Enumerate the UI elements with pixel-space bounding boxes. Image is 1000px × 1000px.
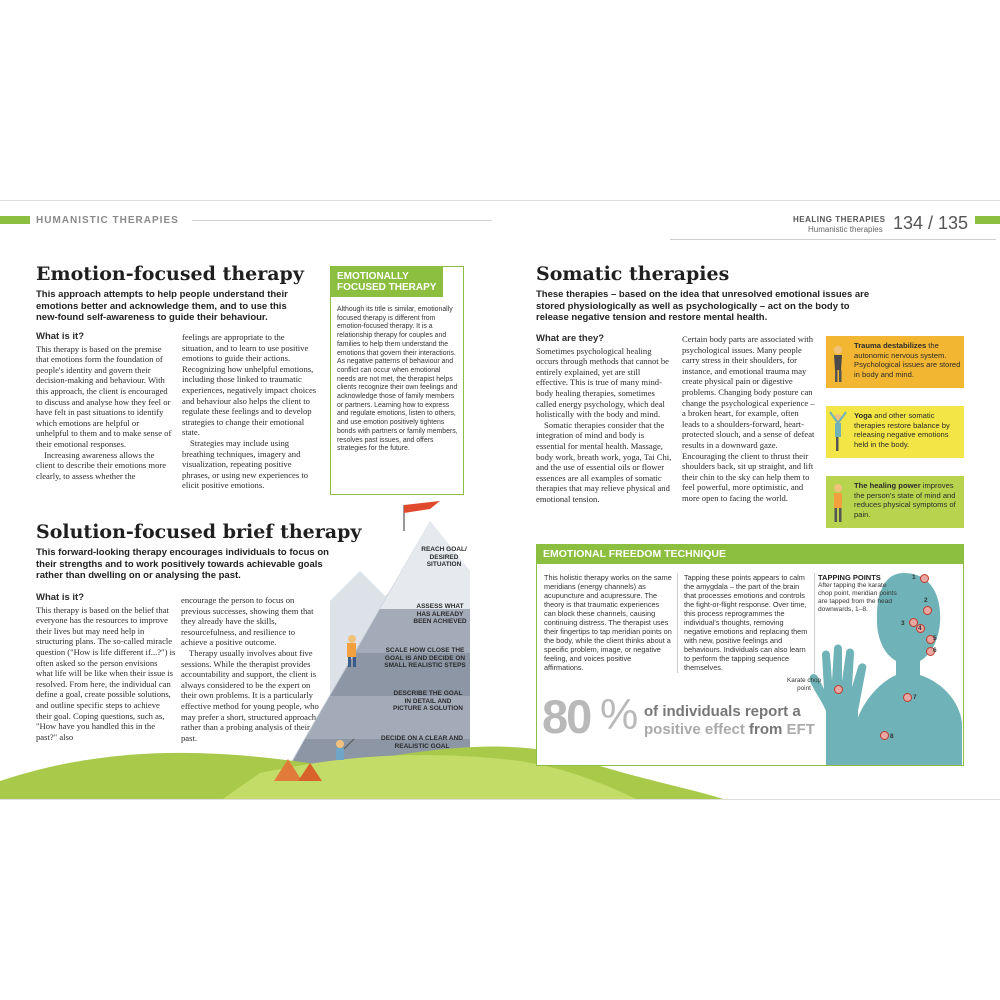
yoga-pose-icon [826,406,850,458]
callout-healing [826,476,964,528]
emotion-focused-column-2 [182,332,318,491]
tapping-points-title: TAPPING POINTS [818,573,881,582]
karate-chop-marker [834,685,843,694]
emotionally-focused-box-text: Although its title is similar, emotionally focused therapy is different from emotion-focused therapy. It is a relationship therapy for couples and families to help them understand the emotions that govern their interactions. As negative patterns of behaviour and conflict can occur when emotional needs are not met, the therapist helps clients recognize their own feelings and acknowledge those of family members or partners. Learning how to express and regulate emotions, listen to others, and use emotion positively tightens bonds with partners or family members, resolves past issues, and offers strategies for the future. [337,306,458,453]
tapping-points-text: After tapping the karate chop point, meridian points are tapped from the head downwards, 1–8. [818,582,897,613]
tapping-point-number: 5 [933,635,937,642]
climber-leg [348,657,351,667]
tapping-point-marker [923,606,932,615]
raised-hand [810,645,867,766]
solution-focused-intro: This forward-looking therapy encourages individuals to focus on their strengths and to work positively towards achievable goals rather than dwelling on or analysing the past. [36,547,329,581]
eft-column-1: This holistic therapy works on the same meridians (energy channels) as acupuncture and acupressure. The theory is that traumatic experiences can block these channels, causing continuing distress. The therapist uses their fingertips to tap meridian points on the body, while the client thinks about a specific problem, image, or negative feeling, and voices positive affirmations. [544,573,672,672]
upright-figure-icon [826,476,850,528]
emotion-col2-para-2: Strategies may include using breathing techniques, imagery and visualization, repeating positive phrases, or using new experiences to elicit positive emotions. [182,437,309,491]
somatic-col2-para-1: Certain body parts are associated with psychological issues. Many people carry stress in their shoulders, for instance, and emotional trauma may create physical pain or digestive problems. Changing body posture can change the psychological experience – a broken heart, for example, often leads to a shoulders-forward, heart-protected slouch, and a sense of defeat results in a downward gaze. Encouraging the client to thrust their shoulders back, sit up straight, and lift their chin to the sky can help them to feel powerful, more optimistic, and more open to facing the world. [682,334,815,503]
header-rule-right [670,239,996,240]
running-subhead-right: Humanistic therapies [808,225,883,234]
tapping-point-number: 4 [918,625,922,632]
callout-yoga-text: Yoga and other somatic therapies restore balance by releasing negative emotions held in the body. [854,411,950,449]
solution-focused-subhead: What is it? [36,592,85,603]
callout-healing-text: The healing power improves the person's state of mind and reduces physical symptoms of pain. [854,481,956,519]
slumped-figure-icon [826,336,850,388]
mountain-step-2: DESCRIBE THE GOAL IN DETAIL AND PICTURE A SOLUTION [393,690,463,713]
solution-col2-para-2: Therapy usually involves about five sessions. While the therapist provides accountability and support, the client is always considered to be the expert on their own problems. It is a particularly effective method for young people, who may prefer a short, structured approach rather than a probing analysis of their past. [181,647,319,743]
tapping-point-number: 7 [913,694,917,701]
callout-trauma [826,336,964,388]
solution-focused-title: Solution-focused brief therapy [36,521,362,543]
callout-yoga [826,406,964,458]
solution-col2-para-1: encourage the person to focus on previous successes, showing them that they already have the skills, resourcefulness, and resilience to achieve a positive outcome. [181,595,314,648]
emotion-col1-para-2: Increasing awareness allows the client to describe their emotions more clearly, to assess whether the [36,449,167,481]
eft-column-divider [677,573,678,673]
hiker-head [336,740,344,748]
eft-column-2: Tapping these points appears to calm the amygdala – the part of the brain that processes emotions and controls the fight-or-flight response. Over time, this process reprogrammes the individual's thoughts, removing negative emotions and replacing them with new, positive feelings and behaviours. Individuals can also learn to perform the tapping sequence themselves. [684,573,808,672]
emotion-focused-column-1 [36,332,172,481]
emotion-focused-intro: This approach attempts to help people understand their emotions better and acknowledge them, and to use this new-found self-awareness to guide their behaviour. [36,289,288,323]
tapping-point-number: 8 [890,733,894,740]
running-head-right: HEALING THERAPIES [793,215,886,224]
somatic-intro: These therapies – based on the idea that unresolved emotional issues are stored physiologically as well as psychologically – act on the body to release negative tension and restore mental health. [536,289,870,323]
header-accent-bar-left [0,216,30,224]
climber-head [348,635,356,643]
somatic-column-2 [682,334,818,504]
somatic-col1-para-2: Somatic therapies consider that the integration of mind and body is essential for mental health. Massage, body work, breath work, yoga, Tai Chi, and the use of essential oils or flower essences are all examples of somatic therapies that may relieve physical and emotional tension. [536,419,672,504]
running-head-left: HUMANISTIC THERAPIES [36,215,179,226]
tapping-point-number: 2 [924,597,928,604]
mountain-step-5: REACH GOAL/ DESIRED SITUATION [421,546,467,569]
book-spread [0,200,1000,800]
stat-number: 80 [542,690,591,743]
hiker-body [336,748,344,760]
tapping-point-number: 6 [933,647,937,654]
solution-col1-para-1: This therapy is based on the belief that everyone has the resources to improve their lives but may need help in structuring plans. The so-called miracle question ("How is life different if...?") is often asked so the person envisions what life will be like when their issue is resolved. From here, the individual can define a goal, create possible solutions, and outline specific steps to achieve their goal. Coping questions, such as, "How have you handled this in the past?" also [36,604,176,742]
somatic-subhead: What are they? [536,333,605,344]
mountain-step-3: SCALE HOW CLOSE THE GOAL IS AND DECIDE ON SMALL REALISTIC STEPS [384,647,466,670]
summit-flag [404,501,440,513]
climber-leg [353,657,356,667]
somatic-column-1 [536,334,674,505]
tapping-point-marker [903,693,912,702]
tapping-point-number: 3 [901,620,905,627]
tapping-point-number: 1 [912,574,916,581]
somatic-title: Somatic therapies [536,263,730,285]
tapping-point-marker [920,574,929,583]
emotion-focused-title: Emotion-focused therapy [36,263,304,285]
emotionally-focused-box-title: EMOTIONALLY FOCUSED THERAPY [331,267,443,297]
stat-percent-symbol: % [600,691,639,739]
karate-chop-label: Karate chop point [787,677,821,692]
emotion-col2-para-1: feelings are appropriate to the situation, and to learn to use positive emotions to guide their actions. Recognizing how unhelpful emotions, including those linked to traumatic experiences, negatively impact choices and behaviour also helps the client to regulate these feelings and to develop strategies to change their emotional state. [182,332,317,438]
climber-body [347,643,356,657]
stat-line-1: of individuals report a [644,703,801,720]
callout-trauma-text: Trauma destabilizes the autonomic nervous system. Psychological issues are stored in body and mind. [854,341,961,379]
emotion-col1-para-1: This therapy is based on the premise that emotions form the foundation of people's identity and govern their decision-making and behaviour. With this approach, the client is encouraged to discuss and analyse how they feel or have felt in past situations to identify which emotions are helpful or unhelpful to them and to make sense of their emotional responses. [36,343,172,449]
tapping-point-marker [880,731,889,740]
emotion-focused-subhead: What is it? [36,331,85,342]
mountain-step-4: ASSESS WHAT HAS ALREADY BEEN ACHIEVED [413,603,467,626]
eft-box-title: EMOTIONAL FREEDOM TECHNIQUE [537,545,963,564]
header-accent-bar-right [975,216,1000,224]
stat-line-2: positive effect from EFT [644,721,815,738]
mountain-step-1: DECIDE ON A CLEAR AND REALISTIC GOAL [381,735,463,750]
emotionally-focused-box [330,266,464,495]
header-rule-left [192,220,492,221]
page-numbers: 134 / 135 [893,213,969,233]
somatic-col1-para-1: Sometimes psychological healing occurs through methods that cannot be entirely explained, yet are still effective. This is true of many mind-body healing therapies, sometimes called energy psychology, which deal holistically with the body and mind. [536,345,669,420]
